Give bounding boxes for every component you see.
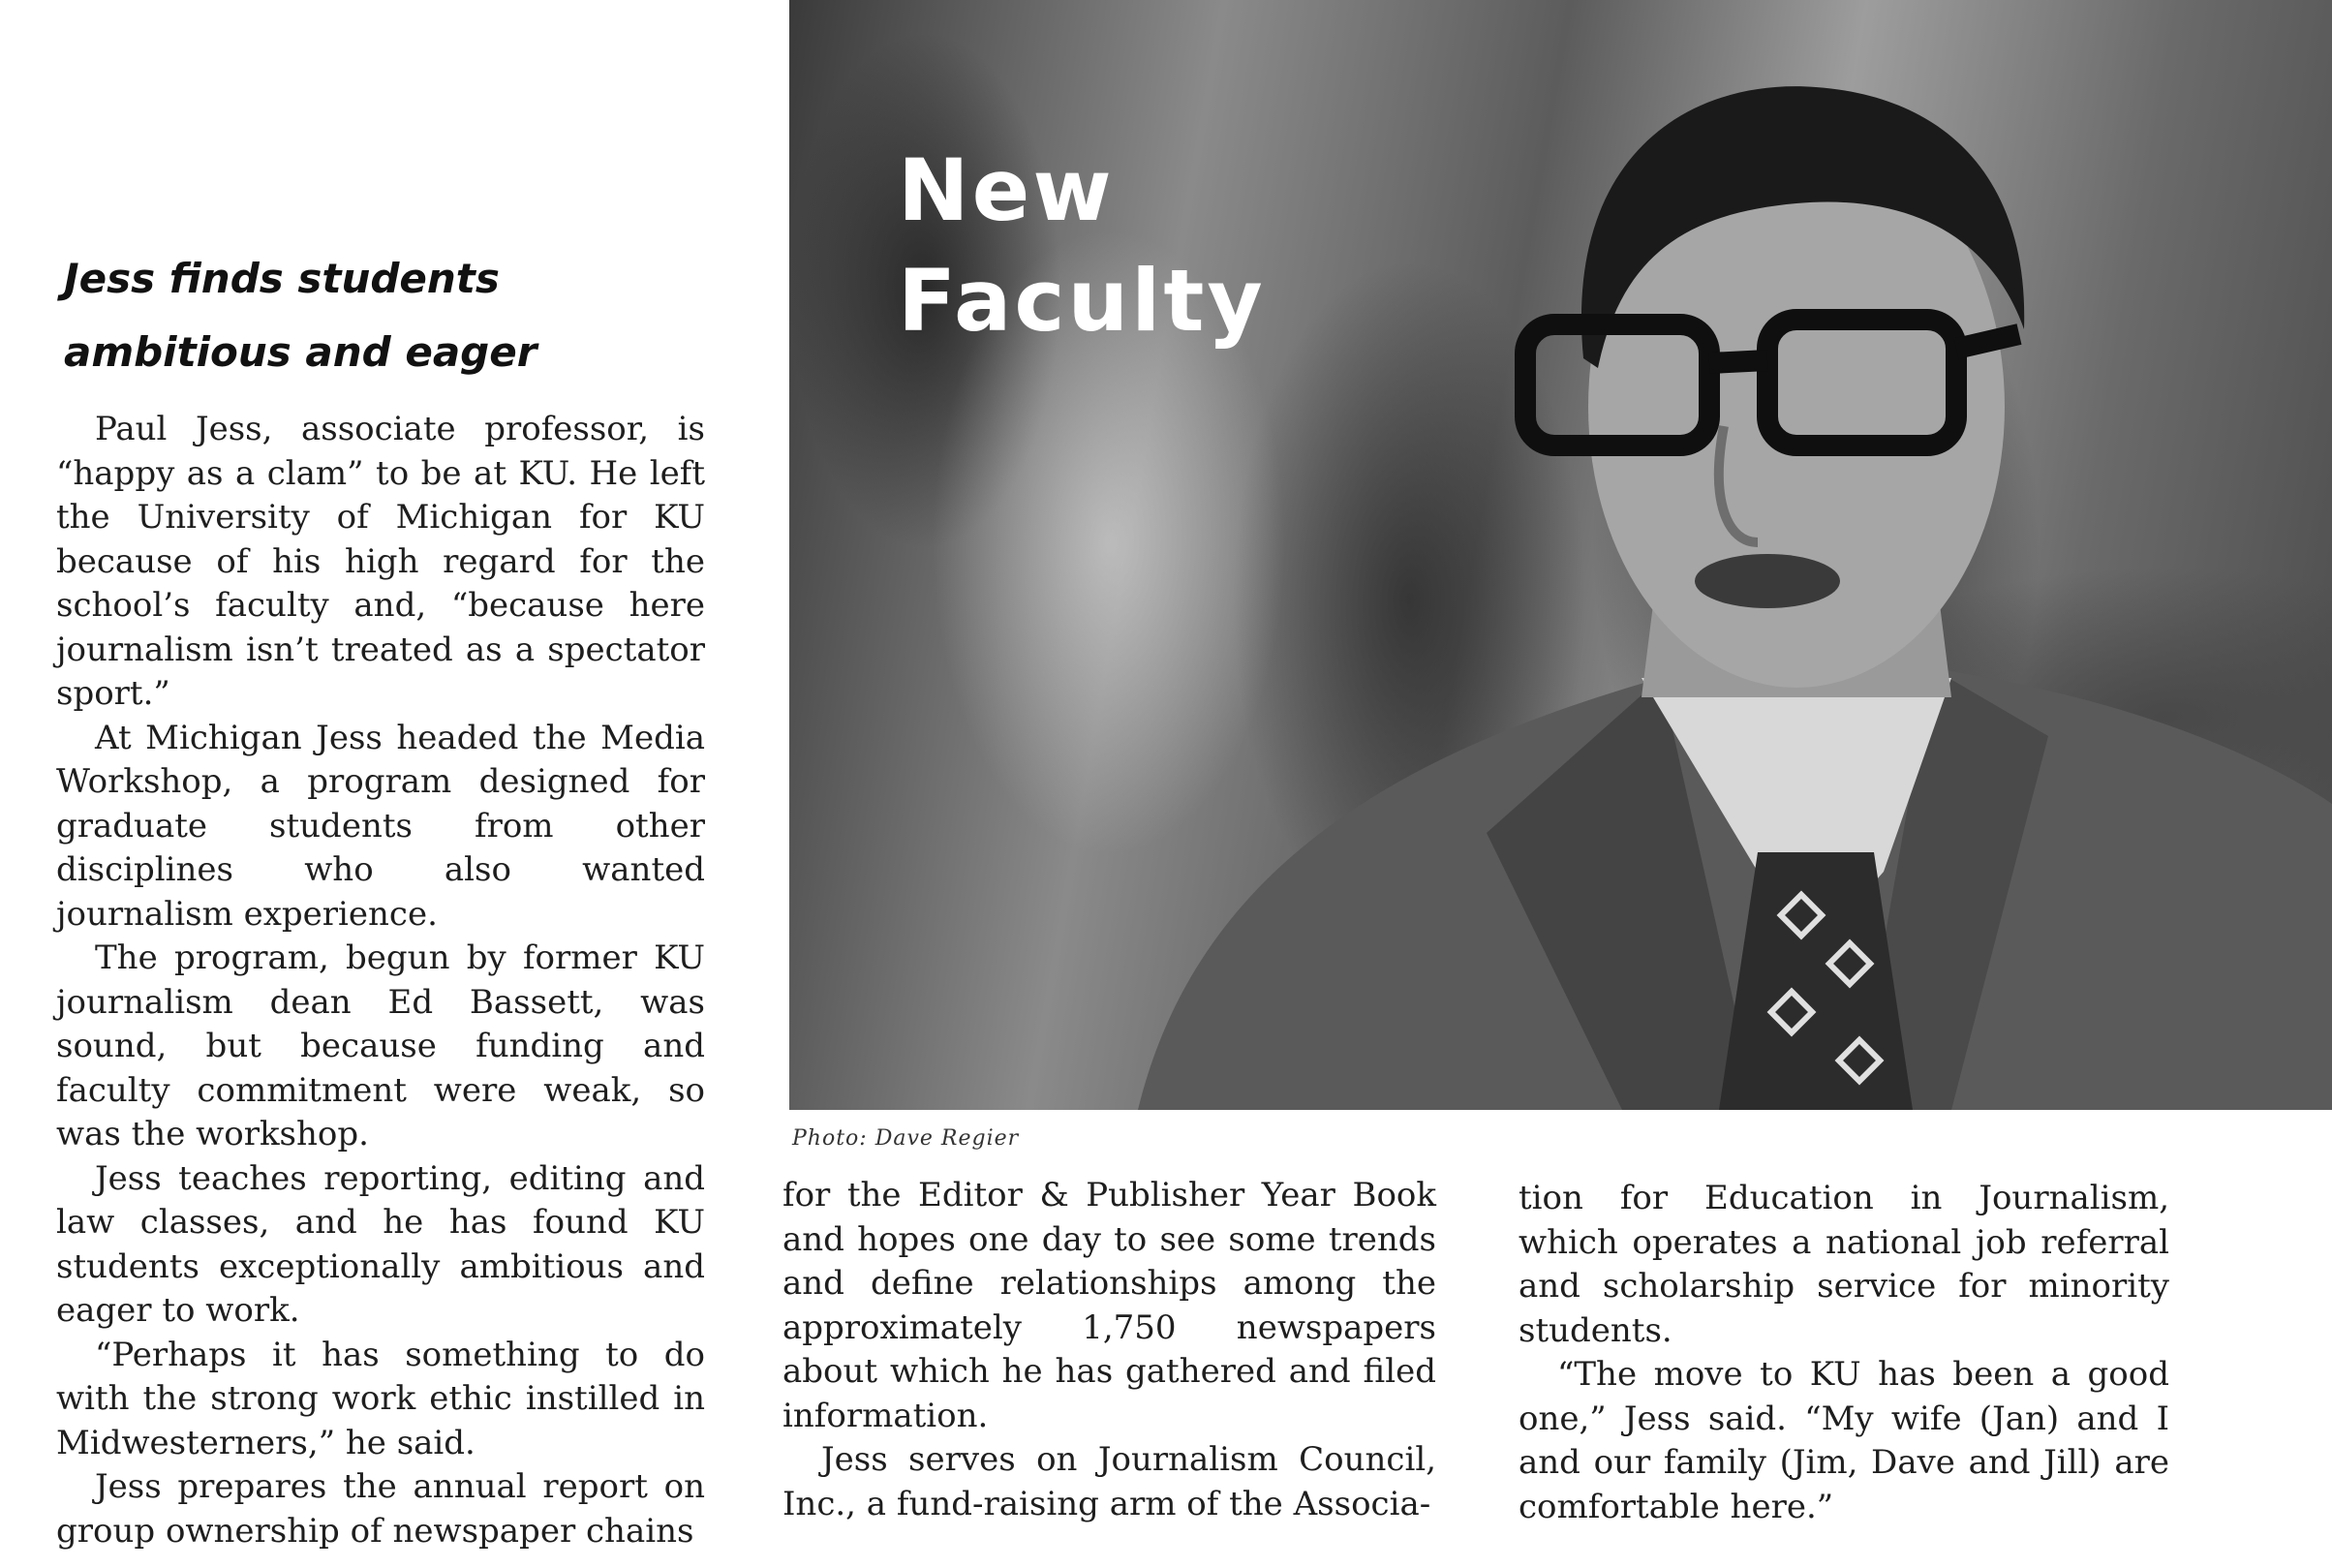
paragraph: Paul Jess, associate professor, is “happy as a clam” to be at KU. He left the University of Michigan for KU because of his high regard for the school’s faculty and, “because here journalism isn’t treated as a spectator sport.” [56,410,705,713]
photo-title [898,136,1266,356]
paragraph: Jess teaches reporting, editing and law classes, and he has found KU students exceptionally ambitious and eager to work. [56,1158,705,1330]
paragraph: The program, begun by former KU journalism dean Ed Bassett, was sound, but because funding and faculty commitment were weak, so was the workshop. [56,938,705,1153]
paragraph: At Michigan Jess headed the Media Workshop, a program designed for graduate students from other disciplines who also wanted journalism experience. [56,718,705,934]
paragraph: Jess serves on Journalism Council, Inc., a fund-raising arm of the Associa- [782,1440,1436,1523]
portrait-photo [789,0,2332,1110]
paragraph: “The move to KU has been a good one,” Jess said. “My wife (Jan) and I and our family (Jim, Dave and Jill) are comfortable here.” [1519,1355,2169,1526]
paragraph: tion for Education in Journalism, which operates a national job referral and scholarship service for minority students. [1519,1179,2169,1350]
text-column-1 [56,408,705,1553]
headline-line-2: ambitious and eager [64,328,537,376]
text-column-2 [782,1174,1436,1526]
article-headline [64,242,742,389]
headline-line-1: Jess finds students [64,255,500,302]
photo-title-line-2: Faculty [898,251,1266,351]
paragraph: “Perhaps it has something to do with the strong work ethic instilled in Midwesterners,” he said. [56,1335,705,1462]
paragraph: for the Editor & Publisher Year Book and hopes one day to see some trends and define relationships among the approximately 1,750 newspapers about which he has gathered and filed information. [782,1176,1436,1435]
photo-title-line-1: New [898,140,1115,240]
paragraph: Jess prepares the annual report on group ownership of newspaper chains [56,1467,705,1551]
text-column-3 [1519,1177,2169,1529]
photo-credit: Photo: Dave Regier [792,1126,1020,1151]
